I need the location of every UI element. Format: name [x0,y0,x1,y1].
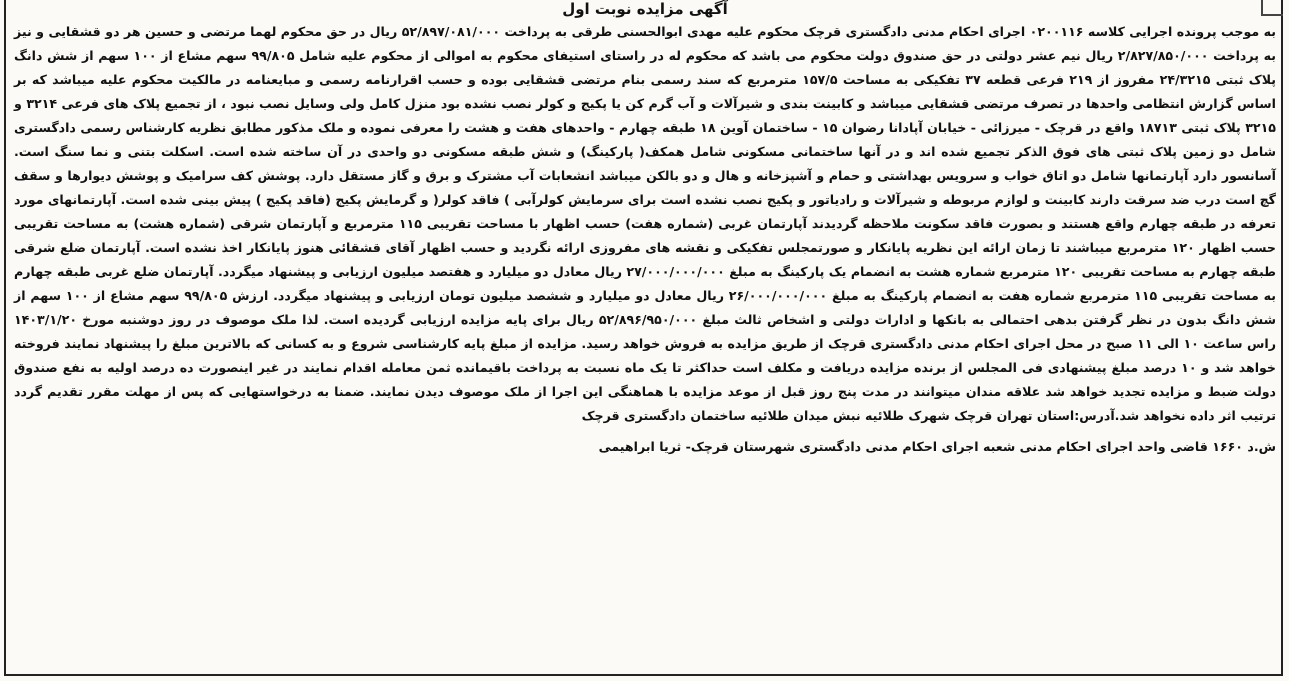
notice-body: به موجب پرونده اجرایی کلاسه ۰۲۰۰۱۱۶ اجرای احکام مدنی دادگستری قرچک محکوم علیه مهدی ابوالحسنی طرقی به پرداخت ۵۲/۸۹۷/۰۸۱/۰۰۰ ریال در حق محکوم لهما مرتضی و حسین هر دو قشقایی و نیز به پرداخت ۲/۸۲۷/۸۵۰/۰۰۰ ریال نیم عشر دولتی در حق صندوق دولت محکوم می باشد که محکوم له در راستای استیفای محکوم به اموالی از محکوم علیه شامل ۹۹/۸۰۵ سهم مشاع از ۱۰۰ سهم از شش دانگ پلاک ثبتی ۲۴/۳۲۱۵ مفروز از ۲۱۹ فرعی قطعه ۳۷ تفکیکی به مساحت ۱۵۷/۵ مترمربع که سند رسمی بنام مرتضی قشقایی بوده و حسب اقرارنامه رسمی و مبایعنامه در مالکیت محکوم علیه میباشد که بر اساس گزارش انتظامی واحدها در تصرف مرتضی قشقایی میباشد و کابینت بندی و شیرآلات و آب گرم کن یا پکیج و کولر نصب نشده بود منزل کامل ولی وسایل نصب نبود ، از تجمیع پلاک های فرعی ۳۲۱۴ و ۳۲۱۵ پلاک ثبتی ۱۸۷۱۳ واقع در قرچک - میرزائی - خیابان آپادانا رضوان ۱۵ - ساختمان آوین ۱۸ طبقه چهارم - واحدهای هفت و هشت را معرفی نموده و ملک مذکور مطابق نظریه کارشناس رسمی دادگستری شامل دو زمین پلاک ثبتی های فوق الذکر تجمیع شده اند و در آنها ساختمانی مسکونی شامل همکف( پارکینگ) و شش طبقه مسکونی دو واحدی در آن ساخته شده است. اسکلت بتنی و نما سنگ است. آسانسور دارد آپارتمانها شامل دو اتاق خواب و سرویس بهداشتی و حمام و آشپزخانه و هال و دو بالکن میباشد انشعابات آب مشترک و برق و گاز مستقل دارد. پوشش کف سرامیک و پوشش دیوارها و سقف گچ است درب ضد سرقت دارند کابینت و لوازم مربوطه و شیرآلات و رادیاتور و پکیج نصب نشده است برای سرمایش کولرآبی ) فاقد کولر( و گرمایش پکیج (فاقد پکیج ) پیش بینی شده است. آپارتمانهای مورد تعرفه در طبقه چهارم واقع هستند و بصورت فاقد سکونت ملاحظه گردیدند آپارتمان غربی (شماره هفت) حسب اظهار با مساحت تقریبی ۱۱۵ مترمربع و آپارتمان شرقی (شماره هشت) به مساحت تقریبی حسب اظهار ۱۲۰ مترمربع میباشند تا زمان ارائه این نظریه پایانکار و صورتمجلس تفکیکی و نقشه های مفروزی ارائه نگردید و حسب اظهار آقای قشقائی هنوز پایانکار اخذ نشده است. آپارتمان ضلع شرقی طبقه چهارم به مساحت تقریبی ۱۲۰ مترمربع شماره هشت به انضمام یک پارکینگ به مبلغ ۲۷/۰۰۰/۰۰۰/۰۰۰ ریال معادل دو میلیارد و هفتصد میلیون ارزیابی و پیشنهاد میگردد. آپارتمان ضلع غربی طبقه چهارم به مساحت تقریبی ۱۱۵ مترمربع شماره هفت به انضمام پارکینگ به مبلغ ۲۶/۰۰۰/۰۰۰/۰۰۰ ریال معادل دو میلیارد و ششصد میلیون تومان ارزیابی و پیشنهاد میگردد. ارزش ۹۹/۸۰۵ سهم مشاع از ۱۰۰ سهم از شش دانگ بدون در نظر گرفتن بدهی احتمالی به بانکها و ادارات دولتی و اشخاص ثالث مبلغ ۵۲/۸۹۶/۹۵۰/۰۰۰ ریال برای پایه مزایده ارزیابی گردیده است. لذا ملک موصوف در روز دوشنبه مورخ ۱۴۰۳/۱/۲۰ راس ساعت ۱۰ الی ۱۱ صبح در محل اجرای احکام مدنی دادگستری قرچک از طریق مزایده به فروش خواهد رسید. مزایده از مبلغ پایه کارشناسی شروع و به کسانی که بالاترین مبلغ را پیشنهاد نمایند فروخته خواهد شد و ۱۰ درصد مبلغ پیشنهادی فی المجلس از برنده مزایده دریافت و مکلف است حداکثر تا یک ماه نسبت به پرداخت باقیمانده ثمن معامله اقدام نمایند در غیر اینصورت ده درصد اولیه به نفع صندوق دولت ضبط و مزایده تجدید خواهد شد علاقه مندان میتوانند در مدت پنج روز قبل از موعد مزایده با هماهنگی این اجرا از ملک موصوف دیدن نمایند. ضمنا به درخواستهایی که پس از مهلت مقرر تقدیم گردد ترتیب اثر داده نخواهد شد.آدرس:استان تهران قرچک شهرک طلائیه نبش میدان طلائیه ساختمان دادگستری قرچک [14,24,1277,423]
auction-notice [14,0,1276,458]
notice-footer-signature: ش.د ۱۶۶۰ قاضی واحد اجرای احکام مدنی شعبه اجرای احکام مدنی دادگستری شهرستان قرچک- ثریا ابراهیمی [598,439,1276,454]
notice-title: آگهی مزایده نوبت اول [562,0,728,18]
